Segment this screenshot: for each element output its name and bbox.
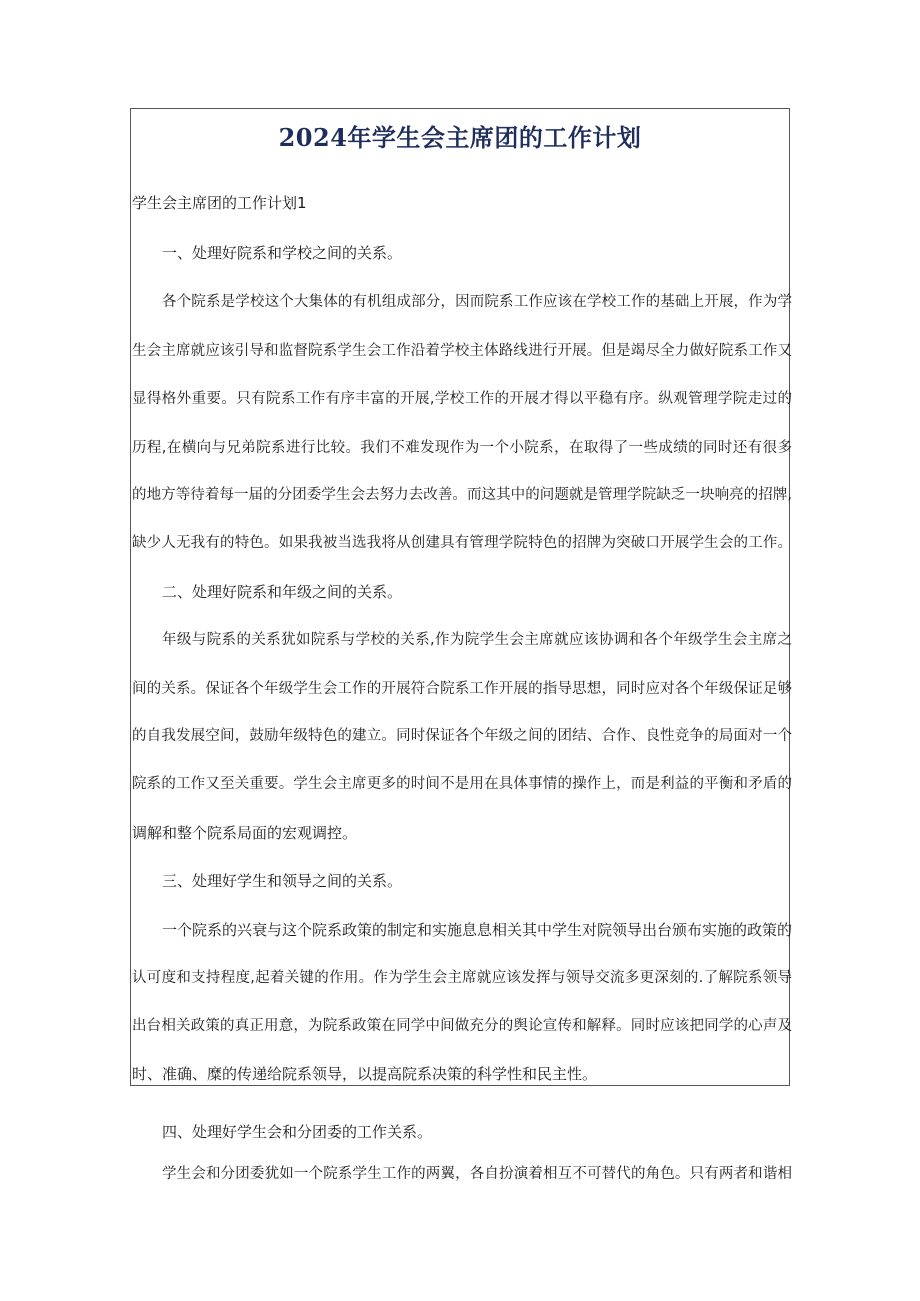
section-subtitle: 学生会主席团的工作计划1: [132, 194, 307, 212]
paragraph-line: 年级与院系的关系犹如院系与学校的关系,作为院学生会主席就应该协调和各个年级学生会主席之: [162, 632, 792, 648]
paragraph-line: 各个院系是学校这个大集体的有机组成部分，因而院系工作应该在学校工作的基础上开展，作为学: [162, 294, 792, 310]
heading-1: 一、处理好院系和学校之间的关系。: [162, 244, 403, 262]
paragraph-line: 一个院系的兴衰与这个院系政策的制定和实施息息相关其中学生对院领导出台颁布实施的政策的: [162, 921, 793, 939]
heading-3: 三、处理好学生和领导之间的关系。: [162, 872, 403, 890]
paragraph-line: 缺少人无我有的特色。如果我被当选我将从创建具有管理学院特色的招牌为突破口开展学生会的工作。: [132, 535, 792, 551]
document-title: 2024年学生会主席团的工作计划: [278, 123, 642, 152]
paragraph-line: 院系的工作又至关重要。学生会主席更多的时间不是用在具体事情的操作上，而是利益的平衡和矛盾的: [132, 776, 792, 792]
paragraph-line: 的自我发展空间，鼓励年级特色的建立。同时保证各个年级之间的团结、合作、良性竞争的局面对一个: [132, 728, 792, 744]
paragraph-line: 生会主席就应该引导和监督院系学生会工作沿着学校主体路线进行开展。但是竭尽全力做好院系工作又: [132, 343, 792, 359]
paragraph-line: 显得格外重要。只有院系工作有序丰富的开展,学校工作的开展才得以平稳有序。纵观管理学院走过的: [132, 391, 792, 407]
paragraph-line: 时、准确、糜的传递给院系领导，以提高院系决策的科学性和民主性。: [132, 1065, 598, 1083]
paragraph-line: 历程,在横向与兄弟院系进行比较。我们不难发现作为一个小院系，在取得了一些成绩的同时还有很多: [132, 440, 792, 456]
paragraph-line: 的地方等待着每一届的分团委学生会去努力去改善。而这其中的问题就是管理学院缺乏一块响亮的招牌,: [132, 487, 792, 503]
paragraph-line: 出台相关政策的真正用意，为院系政策在同学中间做充分的舆论宣传和解释。同时应该把同学的心声及: [132, 1018, 792, 1034]
heading-2: 二、处理好院系和年级之间的关系。: [162, 583, 403, 601]
paragraph-line: 认可度和支持程度,起着关键的作用。作为学生会主席就应该发挥与领导交流多更深刻的.了解院系领导: [132, 970, 792, 986]
paragraph-line: 调解和整个院系局面的宏观调控。: [132, 824, 358, 842]
heading-4: 四、处理好学生会和分团委的工作关系。: [162, 1123, 433, 1141]
paragraph-line: 间的关系。保证各个年级学生会工作的开展符合院系工作开展的指导思想，同时应对各个年级保证足够: [132, 681, 792, 697]
paragraph-line: 学生会和分团委犹如一个院系学生工作的两翼，各自扮演着相互不可替代的角色。只有两者和谐相: [162, 1166, 792, 1182]
